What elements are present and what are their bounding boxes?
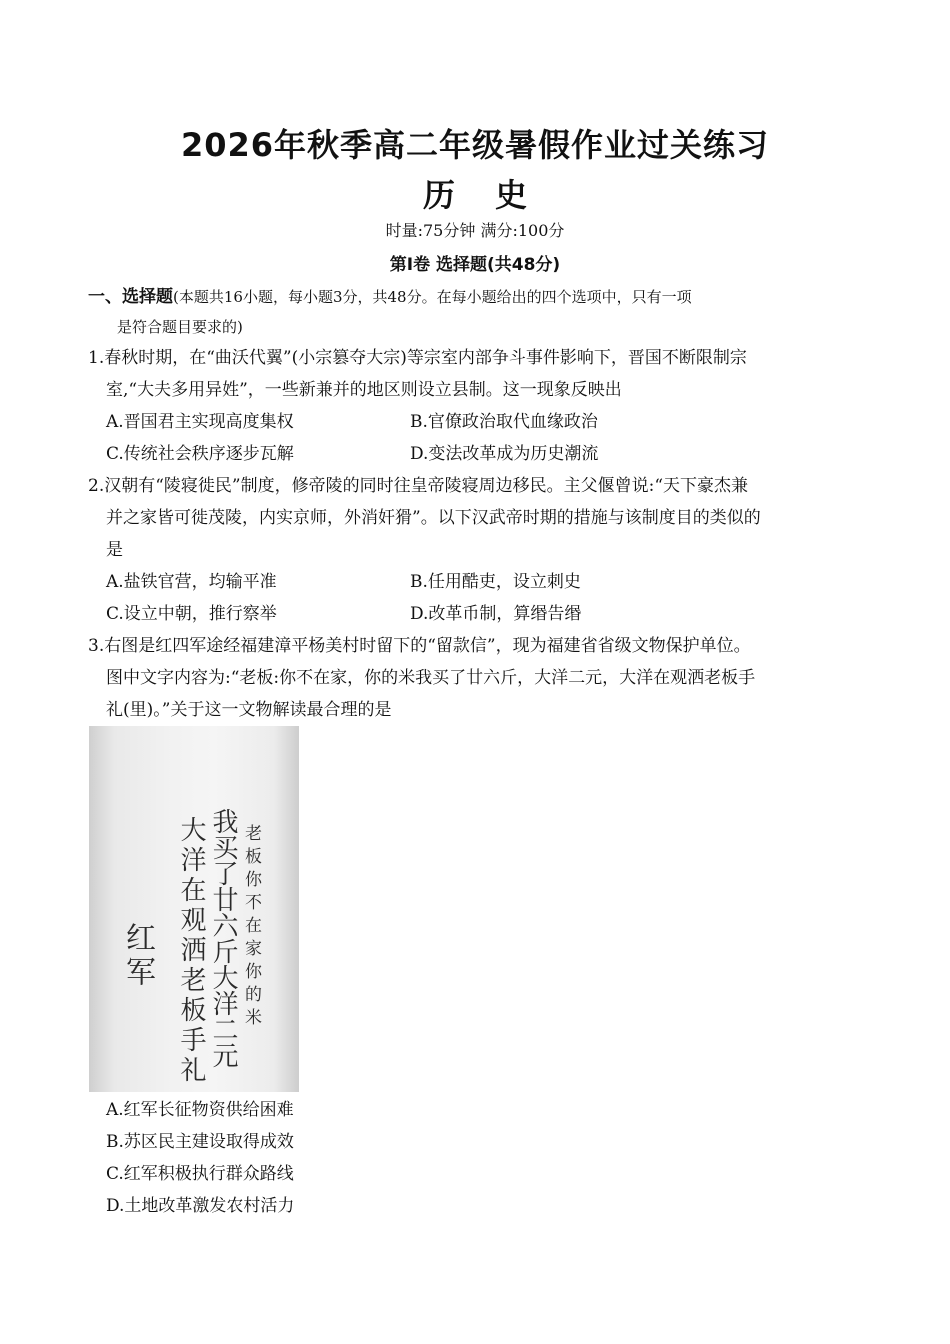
- question-3-stem-line: 3.右图是红四军途经福建漳平杨美村时留下的“留款信”，现为福建省省级文物保护单位。: [88, 636, 751, 656]
- question-2-option-a[interactable]: A.盐铁官营，均输平准: [106, 572, 277, 592]
- question-1-stem-line: 室,“大夫多用异姓”，一些新兼并的地区则设立县制。这一现象反映出: [106, 380, 622, 400]
- question-2-option-d[interactable]: D.改革币制，算缗告缗: [410, 604, 582, 624]
- letter-signature: 红军: [120, 922, 155, 990]
- question-3-option-d[interactable]: D.土地改革激发农村活力: [106, 1196, 295, 1216]
- question-2-stem-line: 是: [106, 540, 123, 560]
- letter-column-2: 我买了廿六斤大洋二元: [208, 808, 238, 1068]
- question-1-option-a[interactable]: A.晋国君主实现高度集权: [106, 412, 294, 432]
- question-3-stem: [88, 630, 878, 726]
- subject-title: 历史: [422, 176, 567, 214]
- letter-column-1: 老板你不在家你的米: [241, 824, 261, 1031]
- question-2-options: [106, 566, 806, 630]
- question-3-stem-line: 礼(里)。”关于这一文物解读最合理的是: [106, 700, 392, 720]
- part-one-heading: 一、选择题: [88, 287, 173, 307]
- question-1-options: [106, 406, 806, 470]
- part-one-instructions: [88, 282, 868, 342]
- question-1-option-d[interactable]: D.变法改革成为历史潮流: [410, 444, 599, 464]
- question-3-option-a[interactable]: A.红军长征物资供给困难: [106, 1100, 294, 1120]
- part-one-description-line1: (本题共16小题，每小题3分，共48分。在每小题给出的四个选项中，只有一项: [173, 288, 692, 306]
- part-one-description-line2: 是符合题目要求的): [117, 318, 243, 336]
- question-1-option-b[interactable]: B.官僚政治取代血缘政治: [410, 412, 598, 432]
- exam-meta: 时量:75分钟 满分:100分: [385, 221, 565, 240]
- question-3-option-c[interactable]: C.红军积极执行群众路线: [106, 1164, 294, 1184]
- question-1-option-c[interactable]: C.传统社会秩序逐步瓦解: [106, 444, 294, 464]
- letter-photo: [89, 726, 299, 1092]
- question-2-stem: [88, 470, 878, 566]
- section-heading: 第Ⅰ卷 选择题(共48分): [389, 255, 561, 275]
- question-2-stem-line: 2.汉朝有“陵寝徙民”制度，修帝陵的同时往皇帝陵寝周边移民。主父偃曾说:“天下豪杰兼: [88, 476, 749, 496]
- question-3-options: [106, 1094, 506, 1222]
- question-3-option-b[interactable]: B.苏区民主建设取得成效: [106, 1132, 294, 1152]
- question-2-option-b[interactable]: B.任用酷吏，设立刺史: [410, 572, 581, 592]
- question-2-option-c[interactable]: C.设立中朝，推行察举: [106, 604, 277, 624]
- exam-title: 2026年秋季高二年级暑假作业过关练习: [180, 126, 770, 164]
- question-1-stem: [88, 342, 878, 406]
- question-2-stem-line: 并之家皆可徙茂陵，内实京师，外消奸猾”。以下汉武帝时期的措施与该制度目的类似的: [106, 508, 761, 528]
- question-1-stem-line: 1.春秋时期，在“曲沃代翼”(小宗篡夺大宗)等宗室内部争斗事件影响下，晋国不断限制宗: [88, 348, 747, 368]
- letter-column-3: 大洋在观洒老板手礼: [176, 816, 206, 1086]
- question-3-stem-line: 图中文字内容为:“老板:你不在家，你的米我买了廿六斤，大洋二元，大洋在观洒老板手: [106, 668, 756, 688]
